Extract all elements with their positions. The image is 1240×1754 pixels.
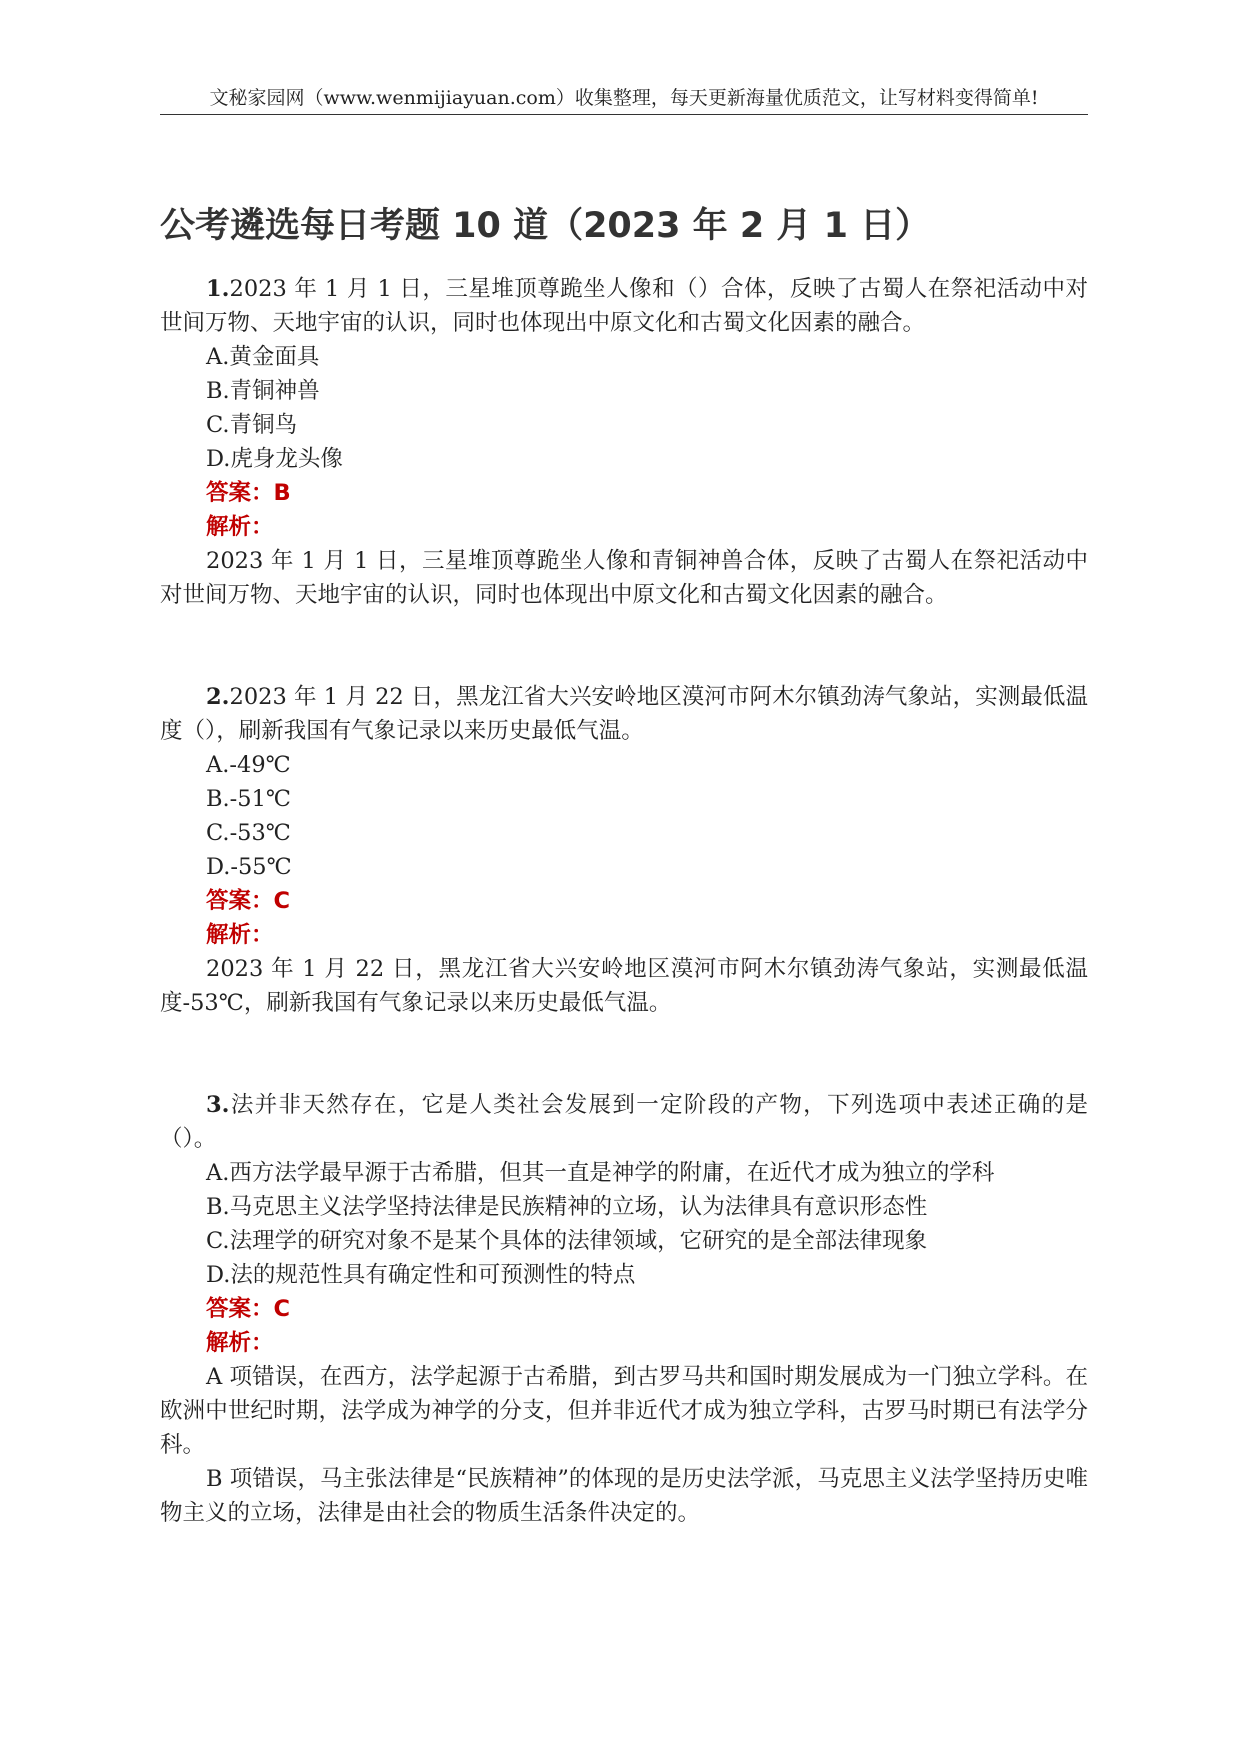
question-stem xyxy=(160,1088,1088,1156)
answer-label: 答案： xyxy=(206,888,274,914)
option-c: C.-53℃ xyxy=(206,820,291,846)
option-a: A.黄金面具 xyxy=(206,344,320,370)
option-b: B.马克思主义法学坚持法律是民族精神的立场，认为法律具有意识形态性 xyxy=(206,1194,928,1220)
analysis-label: 解析： xyxy=(206,514,274,540)
answer-line xyxy=(160,1292,1088,1326)
page-header: 文秘家园网（www.wenmijiayuan.com）收集整理，每天更新海量优质范文，让写材料变得简单! xyxy=(160,84,1088,115)
answer-label: 答案： xyxy=(206,480,274,506)
option-b: B.青铜神兽 xyxy=(206,378,320,404)
question-text: 2023 年 1 月 22 日，黑龙江省大兴安岭地区漠河市阿木尔镇劲涛气象站，实测最低温度（），刷新我国有气象记录以来历史最低气温。 xyxy=(160,684,1088,744)
question-list xyxy=(160,272,1088,1530)
analysis-text: B 项错误，马主张法律是“民族精神”的体现的是历史法学派，马克思主义法学坚持历史唯物主义的立场，法律是由社会的物质生活条件决定的。 xyxy=(160,1466,1088,1526)
analysis-text: A 项错误，在西方，法学起源于古希腊，到古罗马共和国时期发展成为一门独立学科。在欧洲中世纪时期，法学成为神学的分支，但并非近代才成为独立学科，古罗马时期已有法学分科。 xyxy=(160,1364,1088,1458)
analysis-text: 2023 年 1 月 22 日，黑龙江省大兴安岭地区漠河市阿木尔镇劲涛气象站，实测最低温度-53℃，刷新我国有气象记录以来历史最低气温。 xyxy=(160,956,1088,1016)
option-d: D.法的规范性具有确定性和可预测性的特点 xyxy=(206,1262,636,1288)
answer-label: 答案： xyxy=(206,1296,274,1322)
question-1 xyxy=(160,272,1088,612)
option-d: D.虎身龙头像 xyxy=(206,446,343,472)
option-b: B.-51℃ xyxy=(206,786,292,812)
question-text: 法并非天然存在，它是人类社会发展到一定阶段的产物，下列选项中表述正确的是（）。 xyxy=(160,1092,1088,1152)
option-d: D.-55℃ xyxy=(206,854,292,880)
spacer xyxy=(160,1020,1088,1088)
answer-value: B xyxy=(273,480,291,506)
question-text: 2023 年 1 月 1 日，三星堆顶尊跪坐人像和（）合体，反映了古蜀人在祭祀活动中对世间万物、天地宇宙的认识，同时也体现出中原文化和古蜀文化因素的融合。 xyxy=(160,276,1088,336)
question-number: 2. xyxy=(206,684,230,710)
question-number: 3. xyxy=(206,1092,230,1118)
option-a: A.-49℃ xyxy=(206,752,291,778)
analysis-text: 2023 年 1 月 1 日，三星堆顶尊跪坐人像和青铜神兽合体，反映了古蜀人在祭祀活动中对世间万物、天地宇宙的认识，同时也体现出中原文化和古蜀文化因素的融合。 xyxy=(160,548,1088,608)
analysis-label: 解析： xyxy=(206,922,274,948)
option-a: A.西方法学最早源于古希腊，但其一直是神学的附庸，在近代才成为独立的学科 xyxy=(206,1160,995,1186)
question-stem xyxy=(160,272,1088,340)
question-2 xyxy=(160,680,1088,1020)
analysis-label: 解析： xyxy=(206,1330,274,1356)
question-3 xyxy=(160,1088,1088,1530)
answer-line xyxy=(160,476,1088,510)
answer-value: C xyxy=(273,1296,291,1322)
answer-line xyxy=(160,884,1088,918)
page-title: 公考遴选每日考题 10 道（2023 年 2 月 1 日） xyxy=(160,206,931,246)
answer-value: C xyxy=(273,888,291,914)
option-c: C.青铜鸟 xyxy=(206,412,298,438)
spacer xyxy=(160,612,1088,680)
option-c: C.法理学的研究对象不是某个具体的法律领域，它研究的是全部法律现象 xyxy=(206,1228,928,1254)
question-stem xyxy=(160,680,1088,748)
question-number: 1. xyxy=(206,276,230,302)
